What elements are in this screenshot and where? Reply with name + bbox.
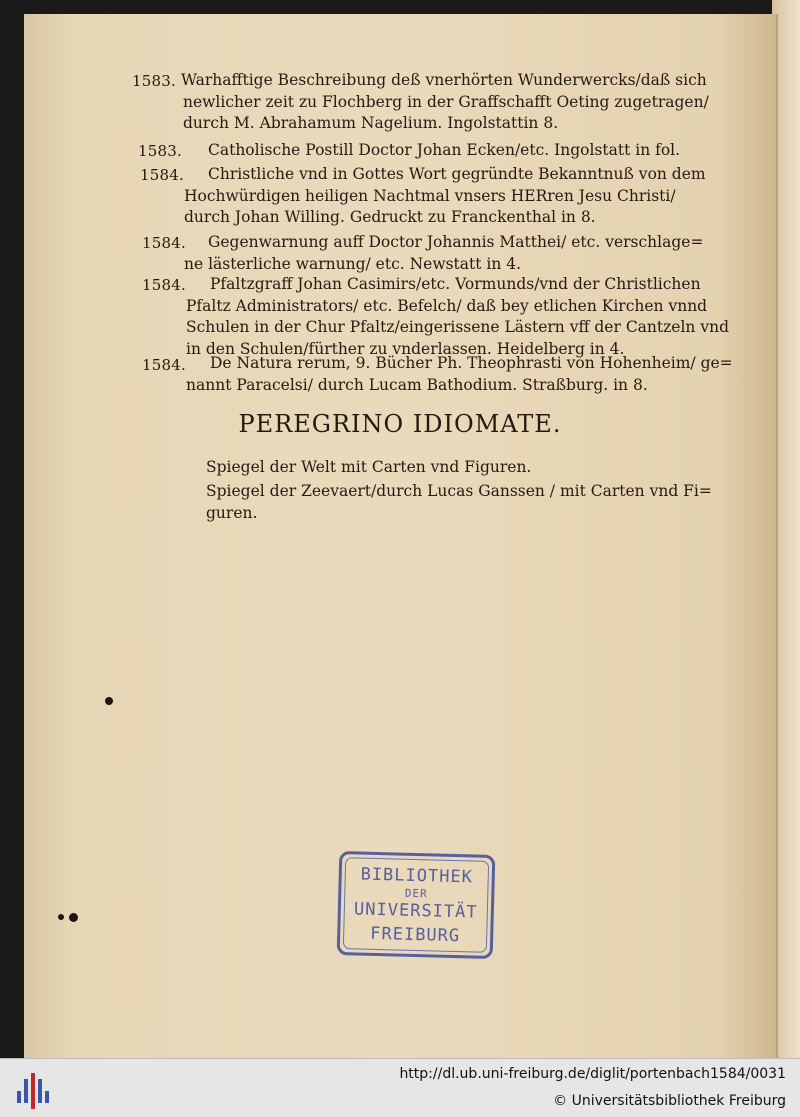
stamp-line: DER [404, 886, 428, 901]
ub-freiburg-logo-icon[interactable] [14, 1069, 50, 1109]
entry-year: 1584. [142, 276, 186, 294]
entry-line: Warhafftige Beschreibung deß vnerhörten Wunderwercks/daß sich [181, 71, 707, 89]
entry-line: Schulen in der Chur Pfaltz/eingerissene Lästern vff der Cantzeln vnd [186, 318, 729, 337]
entry-line: nannt Paracelsi/ durch Lucam Bathodium. Straßburg. in 8. [186, 375, 648, 394]
entry-line: newlicher zeit zu Flochberg in der Graffschafft Oeting zugetragen/ [183, 92, 709, 111]
entry-line: durch M. Abrahamum Nagelium. Ingolstattin 8. [183, 114, 559, 133]
entry-year: 1584. [142, 234, 186, 252]
entry-year: 1584. [140, 166, 184, 184]
viewer-footer [0, 1058, 800, 1117]
entry-year: 1584. [142, 356, 186, 374]
entry-line: Gegenwarnung auff Doctor Johannis Matthei/ etc. verschlage= [208, 233, 704, 251]
foreign-entry: Spiegel der Zeevaert/durch Lucas Ganssen / mit Carten vnd Fi= [206, 482, 712, 500]
entry-line: Pfaltzgraff Johan Casimirs/etc. Vormunds/vnd der Christlichen [210, 275, 701, 293]
ink-spot [69, 913, 78, 922]
section-heading: PEREGRINO IDIOMATE. [238, 410, 562, 438]
stamp-line: FREIBURG [370, 923, 461, 947]
entry-text [184, 164, 706, 229]
entry-text [186, 274, 729, 360]
permalink-url[interactable]: http://dl.ub.uni-freiburg.de/diglit/portenbach1584/0031 [399, 1066, 786, 1082]
entry-year: 1583. [132, 72, 176, 90]
entry-line: ne lästerliche warnung/ etc. Newstatt in 4. [184, 254, 522, 273]
entry-line: Pfaltz Administrators/ etc. Befelch/ daß bey etlichen Kirchen vnnd [186, 296, 708, 315]
ink-spot [105, 697, 113, 705]
foreign-entry: guren. [206, 504, 258, 522]
ink-spot [58, 914, 64, 920]
entry-text [186, 353, 733, 396]
entry-line: in den Schulen/fürther zu vnderlassen. Heidelberg in 4. [186, 339, 625, 358]
entry-line: De Natura rerum, 9. Bücher Ph. Theophrasti von Hohenheim/ ge= [210, 354, 733, 372]
entry-line: durch Johan Willing. Gedruckt zu Franckenthal in 8. [184, 208, 596, 227]
entry-line: Hochwürdigen heiligen Nachtmal vnsers HERren Jesu Christi/ [184, 186, 676, 205]
entry-text [184, 232, 704, 275]
entry-line: Christliche vnd in Gottes Wort gegründte Bekanntnuß von dem [208, 165, 706, 183]
stamp-line: UNIVERSITÄT [353, 899, 478, 923]
entry-year: 1583. [138, 142, 182, 160]
library-stamp [337, 851, 496, 959]
stamp-line: BIBLIOTHEK [360, 864, 474, 888]
copyright-text: © Universitätsbibliothek Freiburg [553, 1093, 786, 1109]
entry-text [181, 70, 709, 135]
entry-line: Catholische Postill Doctor Johan Ecken/etc. Ingolstatt in fol. [208, 141, 681, 159]
entry-text [208, 140, 680, 162]
foreign-entry: Spiegel der Welt mit Carten vnd Figuren. [206, 458, 532, 476]
